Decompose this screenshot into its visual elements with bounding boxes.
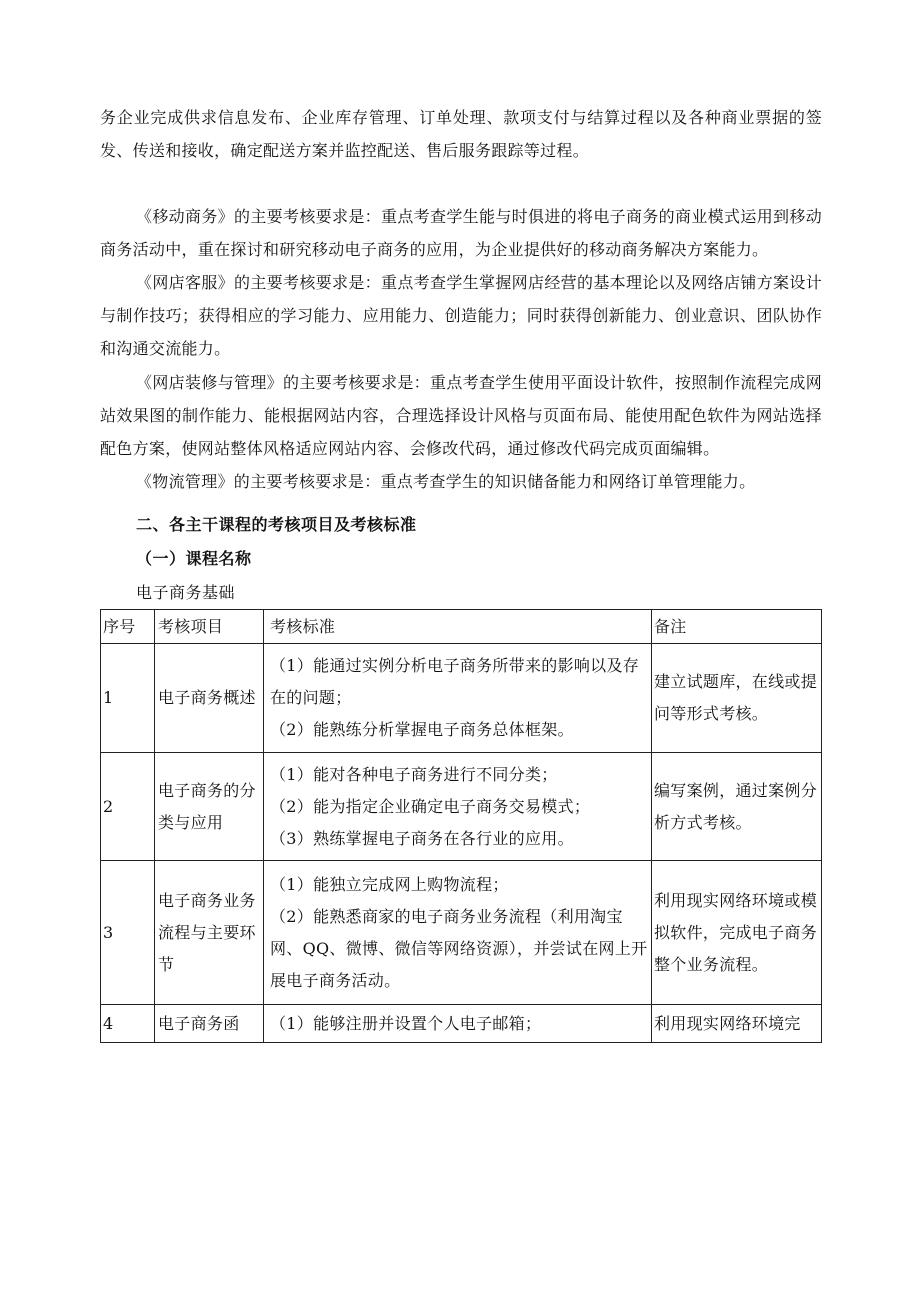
row-number: 4 (101, 1005, 155, 1043)
row-criteria (264, 753, 652, 861)
header-item: 考核项目 (155, 610, 264, 644)
criteria-line: （3）熟练掌握电子商务在各行业的应用。 (270, 828, 574, 848)
criteria-line: （2）能熟练分析掌握电子商务总体框架。 (270, 720, 574, 739)
paragraph-shop-customer-service: 《网店客服》的主要考核要求是：重点考查学生掌握网店经营的基本理论以及网络店铺方案设计与制作技巧；获得相应的学习能力、应用能力、创造能力；同时获得创新能力、创业意识、团队协作和沟通交流能力。 (100, 273, 822, 358)
criteria-line: （1）能够注册并设置个人电子邮箱； (270, 1013, 542, 1033)
paragraph-shop-decoration: 《网店装修与管理》的主要考核要求是：重点考查学生使用平面设计软件，按照制作流程完成网站效果图的制作能力、能根据网站内容，合理选择设计风格与页面布局、能使用配色软件为网站选择配色方案，使网站整体风格适应网站内容、会修改代码，通过修改代码完成页面编辑。 (100, 373, 822, 458)
table-row (101, 1005, 822, 1043)
header-note: 备注 (652, 610, 822, 644)
assessment-table (100, 609, 822, 1043)
criteria-line: （1）能对各种电子商务进行不同分类； (270, 764, 558, 784)
row-item: 电子商务的分类与应用 (155, 753, 264, 861)
row-criteria (264, 644, 652, 753)
row-criteria (264, 1005, 652, 1043)
criteria-line: （2）能熟悉商家的电子商务业务流程（利用淘宝网、QQ、微博、微信等网络资源），并尝试在网上开展电子商务活动。 (270, 906, 648, 990)
row-item: 电子商务业务流程与主要环节 (155, 861, 264, 1005)
paragraph-mobile-commerce: 《移动商务》的主要考核要求是：重点考查学生能与时俱进的将电子商务的商业模式运用到移动商务活动中，重在探讨和研究移动电子商务的应用，为企业提供好的移动商务解决方案能力。 (100, 207, 822, 259)
sub-heading: （一）课程名称 (136, 549, 252, 568)
row-note: 编写案例，通过案例分析方式考核。 (652, 753, 822, 861)
criteria-line: （2）能为指定企业确定电子商务交易模式； (270, 796, 591, 816)
table-row (101, 861, 822, 1005)
row-item: 电子商务函 (155, 1005, 264, 1043)
criteria-line: （1）能独立完成网上购物流程； (270, 874, 509, 894)
table-header-row (101, 610, 822, 644)
row-note: 利用现实网络环境或模拟软件，完成电子商务整个业务流程。 (652, 861, 822, 1005)
row-number: 3 (101, 861, 155, 1005)
row-criteria (264, 861, 652, 1005)
criteria-line: （1）能通过实例分析电子商务所带来的影响以及存在的问题； (270, 656, 640, 707)
row-item: 电子商务概述 (155, 644, 264, 753)
paragraph-continuation: 务企业完成供求信息发布、企业库存管理、订单处理、款项支付与结算过程以及各种商业票据的签发、传送和接收，确定配送方案并监控配送、售后服务跟踪等过程。 (100, 108, 822, 160)
row-note: 建立试题库，在线或提问等形式考核。 (652, 644, 822, 753)
row-number: 1 (101, 644, 155, 753)
row-note: 利用现实网络环境完 (652, 1005, 822, 1043)
paragraph-logistics: 《物流管理》的主要考核要求是：重点考查学生的知识储备能力和网络订单管理能力。 (136, 472, 756, 491)
table-row (101, 644, 822, 753)
header-number: 序号 (101, 610, 155, 644)
course-name: 电子商务基础 (136, 583, 236, 602)
section-heading: 二、各主干课程的考核项目及考核标准 (136, 515, 417, 534)
header-criteria: 考核标准 (264, 610, 652, 644)
table-row (101, 753, 822, 861)
row-number: 2 (101, 753, 155, 861)
